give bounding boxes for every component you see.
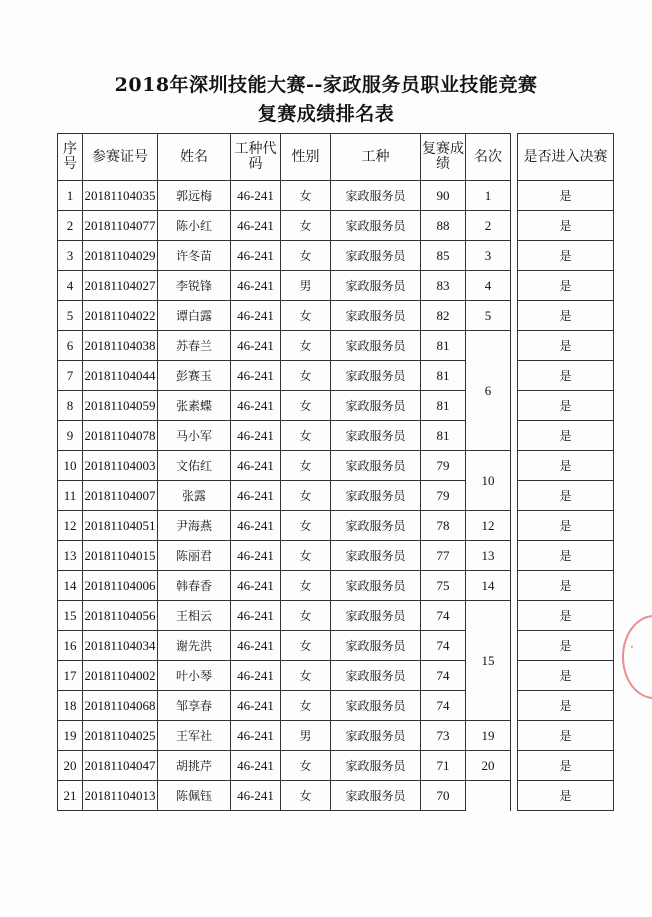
table-row (58, 451, 614, 481)
cell-name: 李锐锋 (158, 271, 231, 301)
cell-final: 是 (518, 391, 614, 421)
cell-rank: 14 (466, 571, 511, 601)
cell-name: 尹海燕 (158, 511, 231, 541)
cell-job: 家政服务员 (331, 481, 421, 511)
table-row (58, 751, 614, 781)
cell-rank: 12 (466, 511, 511, 541)
table-row (58, 661, 614, 691)
cell-final: 是 (518, 661, 614, 691)
cell-gender: 男 (281, 271, 331, 301)
column-gap (511, 391, 518, 421)
cell-score: 74 (421, 601, 466, 631)
cell-name: 胡挑芹 (158, 751, 231, 781)
column-gap (511, 691, 518, 721)
cell-name: 郭远梅 (158, 181, 231, 211)
table-row (58, 421, 614, 451)
cell-code: 46-241 (231, 301, 281, 331)
cell-rank: 3 (466, 241, 511, 271)
cell-final: 是 (518, 421, 614, 451)
column-gap (511, 421, 518, 451)
cell-gender: 女 (281, 331, 331, 361)
cell-gender: 女 (281, 541, 331, 571)
cell-gender: 女 (281, 751, 331, 781)
column-gap (511, 134, 518, 181)
table-row (58, 481, 614, 511)
cell-gender: 女 (281, 511, 331, 541)
cell-gender: 女 (281, 241, 331, 271)
column-gap (511, 181, 518, 211)
table-row (58, 271, 614, 301)
cell-gender: 女 (281, 781, 331, 811)
cell-code: 46-241 (231, 661, 281, 691)
table-row (58, 631, 614, 661)
cell-seq: 4 (58, 271, 83, 301)
cell-final: 是 (518, 571, 614, 601)
cell-final: 是 (518, 691, 614, 721)
cell-job: 家政服务员 (331, 301, 421, 331)
cell-seq: 16 (58, 631, 83, 661)
cell-cert: 20181104029 (83, 241, 158, 271)
table-row (58, 331, 614, 361)
cell-rank: 15 (466, 601, 511, 721)
seal-mark: · (630, 640, 634, 654)
cell-seq: 18 (58, 691, 83, 721)
cell-cert: 20181104059 (83, 391, 158, 421)
cell-seq: 3 (58, 241, 83, 271)
cell-code: 46-241 (231, 211, 281, 241)
cell-code: 46-241 (231, 481, 281, 511)
cell-code: 46-241 (231, 331, 281, 361)
cell-seq: 14 (58, 571, 83, 601)
cell-cert: 20181104015 (83, 541, 158, 571)
cell-final: 是 (518, 481, 614, 511)
cell-cert: 20181104025 (83, 721, 158, 751)
cell-seq: 19 (58, 721, 83, 751)
cell-rank: 20 (466, 751, 511, 781)
cell-name: 彭赛玉 (158, 361, 231, 391)
cell-job: 家政服务员 (331, 331, 421, 361)
table-row (58, 391, 614, 421)
cell-score: 81 (421, 331, 466, 361)
document-subtitle: 复赛成绩排名表 (257, 103, 395, 125)
cell-seq: 2 (58, 211, 83, 241)
cell-score: 74 (421, 691, 466, 721)
column-gap (511, 211, 518, 241)
cell-job: 家政服务员 (331, 661, 421, 691)
cell-gender: 男 (281, 721, 331, 751)
cell-final: 是 (518, 271, 614, 301)
cell-code: 46-241 (231, 631, 281, 661)
cell-job: 家政服务员 (331, 451, 421, 481)
cell-gender: 女 (281, 421, 331, 451)
cell-name: 陈小红 (158, 211, 231, 241)
cell-cert: 20181104056 (83, 601, 158, 631)
cell-final: 是 (518, 301, 614, 331)
cell-gender: 女 (281, 391, 331, 421)
table-row (58, 781, 614, 811)
cell-rank (466, 781, 511, 811)
cell-name: 韩春香 (158, 571, 231, 601)
cell-seq: 1 (58, 181, 83, 211)
cell-code: 46-241 (231, 451, 281, 481)
cell-cert: 20181104007 (83, 481, 158, 511)
cell-code: 46-241 (231, 271, 281, 301)
header-job: 工种 (331, 134, 421, 181)
header-rank: 名次 (466, 134, 511, 181)
column-gap (511, 571, 518, 601)
cell-cert: 20181104022 (83, 301, 158, 331)
cell-job: 家政服务员 (331, 421, 421, 451)
cell-final: 是 (518, 331, 614, 361)
cell-code: 46-241 (231, 241, 281, 271)
cell-cert: 20181104047 (83, 751, 158, 781)
column-gap (511, 481, 518, 511)
cell-code: 46-241 (231, 601, 281, 631)
cell-job: 家政服务员 (331, 601, 421, 631)
cell-seq: 13 (58, 541, 83, 571)
cell-job: 家政服务员 (331, 361, 421, 391)
column-gap (511, 751, 518, 781)
cell-code: 46-241 (231, 691, 281, 721)
cell-code: 46-241 (231, 361, 281, 391)
cell-score: 85 (421, 241, 466, 271)
cell-code: 46-241 (231, 391, 281, 421)
cell-job: 家政服务员 (331, 271, 421, 301)
header-name: 姓名 (158, 134, 231, 181)
table-row (58, 601, 614, 631)
cell-cert: 20181104013 (83, 781, 158, 811)
header-cert: 参赛证号 (83, 134, 158, 181)
cell-final: 是 (518, 511, 614, 541)
cell-seq: 6 (58, 331, 83, 361)
cell-name: 邹享春 (158, 691, 231, 721)
cell-code: 46-241 (231, 541, 281, 571)
document-title: 2018年深圳技能大赛--家政服务员职业技能竞赛 (114, 74, 538, 96)
table-row (58, 241, 614, 271)
column-gap (511, 511, 518, 541)
cell-name: 王军社 (158, 721, 231, 751)
cell-rank: 5 (466, 301, 511, 331)
cell-job: 家政服务员 (331, 781, 421, 811)
column-gap (511, 781, 518, 811)
column-gap (511, 601, 518, 631)
cell-job: 家政服务员 (331, 541, 421, 571)
cell-job: 家政服务员 (331, 391, 421, 421)
table-row (58, 541, 614, 571)
cell-job: 家政服务员 (331, 721, 421, 751)
cell-score: 74 (421, 631, 466, 661)
column-gap (511, 541, 518, 571)
cell-final: 是 (518, 211, 614, 241)
table-row (58, 301, 614, 331)
cell-rank: 4 (466, 271, 511, 301)
cell-job: 家政服务员 (331, 751, 421, 781)
cell-name: 马小军 (158, 421, 231, 451)
cell-final: 是 (518, 781, 614, 811)
cell-final: 是 (518, 241, 614, 271)
cell-gender: 女 (281, 631, 331, 661)
cell-score: 74 (421, 661, 466, 691)
cell-job: 家政服务员 (331, 241, 421, 271)
cell-job: 家政服务员 (331, 571, 421, 601)
cell-gender: 女 (281, 361, 331, 391)
cell-seq: 21 (58, 781, 83, 811)
cell-rank: 10 (466, 451, 511, 511)
cell-gender: 女 (281, 661, 331, 691)
cell-name: 张露 (158, 481, 231, 511)
red-seal (622, 615, 652, 699)
cell-name: 叶小琴 (158, 661, 231, 691)
cell-final: 是 (518, 631, 614, 661)
cell-score: 70 (421, 781, 466, 811)
cell-job: 家政服务员 (331, 211, 421, 241)
cell-score: 81 (421, 391, 466, 421)
cell-cert: 20181104035 (83, 181, 158, 211)
column-gap (511, 721, 518, 751)
column-gap (511, 451, 518, 481)
cell-score: 81 (421, 421, 466, 451)
cell-score: 90 (421, 181, 466, 211)
cell-score: 77 (421, 541, 466, 571)
cell-name: 陈佩钰 (158, 781, 231, 811)
cell-score: 79 (421, 451, 466, 481)
cell-gender: 女 (281, 481, 331, 511)
cell-cert: 20181104077 (83, 211, 158, 241)
cell-final: 是 (518, 721, 614, 751)
cell-code: 46-241 (231, 181, 281, 211)
column-gap (511, 301, 518, 331)
cell-rank: 2 (466, 211, 511, 241)
cell-score: 73 (421, 721, 466, 751)
cell-seq: 10 (58, 451, 83, 481)
cell-gender: 女 (281, 181, 331, 211)
cell-final: 是 (518, 181, 614, 211)
cell-final: 是 (518, 451, 614, 481)
cell-code: 46-241 (231, 721, 281, 751)
cell-job: 家政服务员 (331, 631, 421, 661)
cell-score: 78 (421, 511, 466, 541)
cell-cert: 20181104027 (83, 271, 158, 301)
cell-final: 是 (518, 601, 614, 631)
cell-score: 88 (421, 211, 466, 241)
column-gap (511, 631, 518, 661)
header-code: 工种代码 (231, 134, 281, 181)
header-score: 复赛成绩 (421, 134, 466, 181)
cell-score: 75 (421, 571, 466, 601)
table-row (58, 361, 614, 391)
cell-gender: 女 (281, 451, 331, 481)
cell-seq: 8 (58, 391, 83, 421)
column-gap (511, 331, 518, 361)
cell-seq: 20 (58, 751, 83, 781)
cell-gender: 女 (281, 301, 331, 331)
cell-seq: 17 (58, 661, 83, 691)
cell-cert: 20181104002 (83, 661, 158, 691)
cell-seq: 9 (58, 421, 83, 451)
cell-rank: 19 (466, 721, 511, 751)
cell-cert: 20181104068 (83, 691, 158, 721)
cell-code: 46-241 (231, 781, 281, 811)
cell-name: 谭白露 (158, 301, 231, 331)
cell-final: 是 (518, 541, 614, 571)
cell-name: 许冬苗 (158, 241, 231, 271)
header-gender: 性别 (281, 134, 331, 181)
cell-gender: 女 (281, 691, 331, 721)
cell-code: 46-241 (231, 511, 281, 541)
cell-cert: 20181104078 (83, 421, 158, 451)
cell-gender: 女 (281, 211, 331, 241)
cell-code: 46-241 (231, 571, 281, 601)
cell-gender: 女 (281, 571, 331, 601)
cell-cert: 20181104003 (83, 451, 158, 481)
table-body (58, 181, 614, 811)
cell-job: 家政服务员 (331, 181, 421, 211)
cell-final: 是 (518, 751, 614, 781)
cell-seq: 7 (58, 361, 83, 391)
cell-name: 张素蝶 (158, 391, 231, 421)
cell-name: 谢先洪 (158, 631, 231, 661)
cell-cert: 20181104034 (83, 631, 158, 661)
cell-cert: 20181104044 (83, 361, 158, 391)
cell-name: 王相云 (158, 601, 231, 631)
cell-final: 是 (518, 361, 614, 391)
table-row (58, 511, 614, 541)
table-row (58, 721, 614, 751)
cell-seq: 11 (58, 481, 83, 511)
cell-job: 家政服务员 (331, 511, 421, 541)
cell-job: 家政服务员 (331, 691, 421, 721)
header-final: 是否进入决赛 (518, 134, 614, 181)
cell-name: 陈丽君 (158, 541, 231, 571)
cell-code: 46-241 (231, 751, 281, 781)
cell-score: 71 (421, 751, 466, 781)
cell-seq: 5 (58, 301, 83, 331)
column-gap (511, 271, 518, 301)
cell-name: 苏春兰 (158, 331, 231, 361)
table-row (58, 211, 614, 241)
header-seq: 序号 (58, 134, 83, 181)
cell-score: 79 (421, 481, 466, 511)
cell-rank: 1 (466, 181, 511, 211)
cell-rank: 6 (466, 331, 511, 451)
cell-score: 83 (421, 271, 466, 301)
table-header-row (58, 134, 614, 181)
table-row (58, 571, 614, 601)
cell-cert: 20181104006 (83, 571, 158, 601)
cell-seq: 15 (58, 601, 83, 631)
cell-name: 文佑红 (158, 451, 231, 481)
table-row (58, 181, 614, 211)
cell-seq: 12 (58, 511, 83, 541)
column-gap (511, 361, 518, 391)
cell-cert: 20181104051 (83, 511, 158, 541)
table-row (58, 691, 614, 721)
cell-gender: 女 (281, 601, 331, 631)
cell-score: 81 (421, 361, 466, 391)
cell-score: 82 (421, 301, 466, 331)
cell-cert: 20181104038 (83, 331, 158, 361)
cell-code: 46-241 (231, 421, 281, 451)
column-gap (511, 241, 518, 271)
results-table (57, 133, 614, 811)
cell-rank: 13 (466, 541, 511, 571)
column-gap (511, 661, 518, 691)
